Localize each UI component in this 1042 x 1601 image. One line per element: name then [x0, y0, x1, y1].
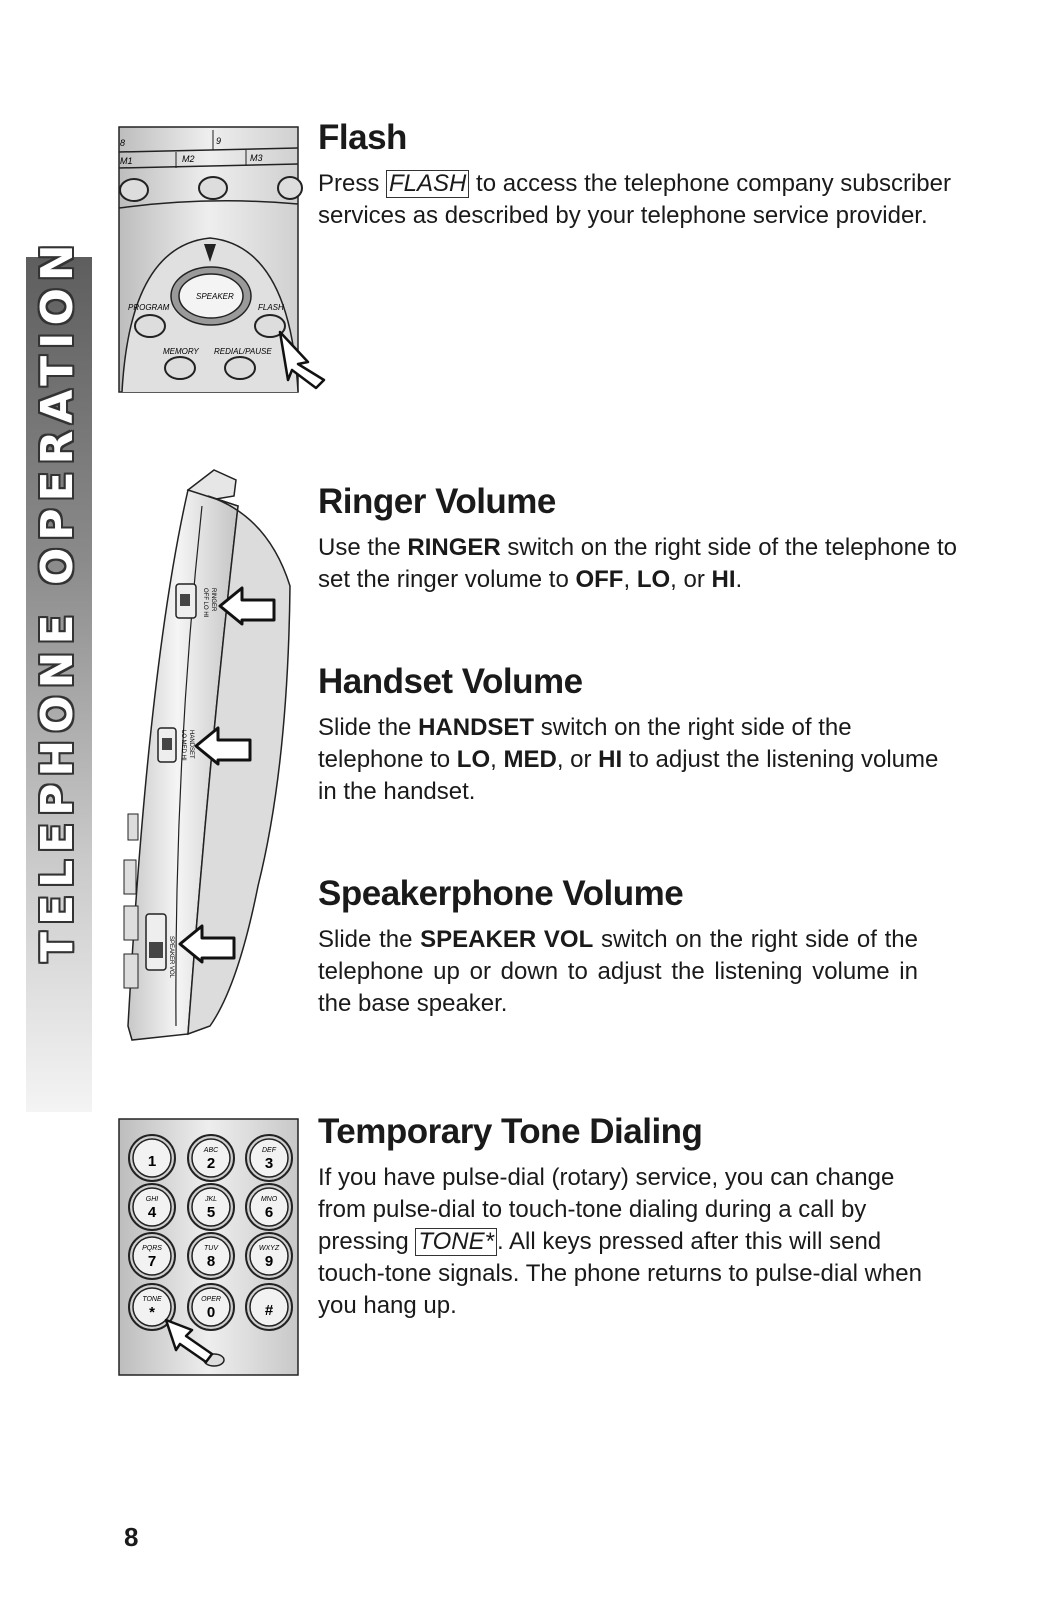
flash-key: FLASH [386, 170, 469, 198]
label-handset: HANDSET [188, 730, 194, 759]
keypad-key-6 [246, 1184, 292, 1230]
label-redial: REDIAL/PAUSE [214, 347, 272, 356]
keypad-key-8 [188, 1233, 234, 1279]
label-handset-levels: LO MED HI [180, 730, 186, 761]
label-speaker: SPEAKER [196, 292, 234, 301]
label-m3: M3 [250, 153, 263, 163]
flash-text: Press FLASH to access the telephone company subscriber services as described by your telephone service provider. [318, 170, 951, 229]
keypad-key-number: 6 [264, 1204, 274, 1221]
speaker-title: Speakerphone Volume [318, 874, 684, 913]
label-ringer-levels: OFF LO HI [202, 588, 208, 618]
keypad-key-letters: JKL [204, 1196, 218, 1203]
speaker-text: Slide the SPEAKER VOL switch on the right side of the telephone up or down to adjust the listening volume in the base speaker. [318, 926, 919, 1017]
keypad-key-number: 0 [206, 1304, 216, 1321]
keypad-key-number: 5 [206, 1204, 216, 1221]
keypad-key-number: 3 [264, 1155, 274, 1172]
keypad-key-letters: ABC [203, 1147, 219, 1154]
tone-section [318, 1112, 978, 1322]
keypad-key-number: 8 [206, 1253, 216, 1270]
handset-title: Handset Volume [318, 662, 583, 701]
keypad-key-4 [129, 1184, 175, 1230]
label-program: PROGRAM [128, 303, 170, 312]
label-m1: M1 [120, 156, 133, 166]
flash-section [318, 118, 978, 232]
keypad-illustration [118, 1118, 300, 1378]
keypad-key-0 [188, 1284, 234, 1330]
side-tab-label: TELEPHONE OPERATION [32, 237, 83, 962]
label-speaker-vol: SPEAKER VOL [168, 936, 174, 979]
handset-text: Slide the HANDSET switch on the right side of the telephone to LO, MED, or HI to adjust the listening volume in the handset. [318, 714, 939, 805]
tone-text: If you have pulse-dial (rotary) service, you can change from pulse-dial to touch-tone dialing during a call by pressing TONE* . All keys pressed after this will send touch-tone signals. The phone returns to pulse-dial when you hang up. [318, 1164, 922, 1319]
keypad-key-7 [129, 1233, 175, 1279]
speaker-section [318, 874, 978, 1020]
keypad-key-letters: TONE [142, 1296, 162, 1303]
keypad-key-9 [246, 1233, 292, 1279]
keypad-key-2 [188, 1135, 234, 1181]
label-flash: FLASH [258, 303, 284, 312]
keypad-key-number: * [149, 1304, 155, 1321]
ringer-title: Ringer Volume [318, 482, 556, 521]
keypad-key-1 [129, 1135, 175, 1181]
label-memory: MEMORY [163, 347, 199, 356]
tone-key: TONE* [415, 1228, 497, 1256]
label-8: 8 [120, 138, 126, 148]
label-m2: M2 [182, 154, 195, 164]
keypad-key-5 [188, 1184, 234, 1230]
tone-title: Temporary Tone Dialing [318, 1112, 703, 1151]
keypad-key-number: # [264, 1302, 274, 1319]
handset-section [318, 662, 978, 808]
keypad-key-number: 4 [147, 1204, 157, 1221]
keypad-key-letters: PQRS [142, 1245, 162, 1252]
ringer-text: Use the RINGER switch on the right side of the telephone to set the ringer volume to OFF, LO, or HI. [318, 534, 958, 593]
page-number: 8 [124, 1522, 139, 1552]
flash-title: Flash [318, 118, 407, 157]
ringer-section [318, 482, 978, 596]
keypad-key-letters: OPER [201, 1296, 221, 1303]
keypad-key-letters: MNO [260, 1196, 278, 1203]
keypad-key-pound [246, 1284, 292, 1330]
keypad-key-number: 1 [147, 1153, 157, 1170]
keypad-key-letters: GHI [145, 1196, 159, 1203]
phone-side-illustration [118, 466, 298, 1046]
keypad-key-number: 9 [264, 1253, 274, 1270]
label-ringer: RINGER [210, 588, 216, 612]
keypad-key-letters: TUV [204, 1245, 218, 1252]
flash-button-illustration [118, 126, 334, 396]
keypad-key-3 [246, 1135, 292, 1181]
keypad-key-letters: WXYZ [258, 1245, 280, 1252]
keypad-key-number: 2 [206, 1155, 216, 1172]
keypad-key-number: 7 [147, 1253, 157, 1270]
keypad-key-letters: DEF [262, 1147, 276, 1154]
label-9: 9 [216, 136, 222, 146]
